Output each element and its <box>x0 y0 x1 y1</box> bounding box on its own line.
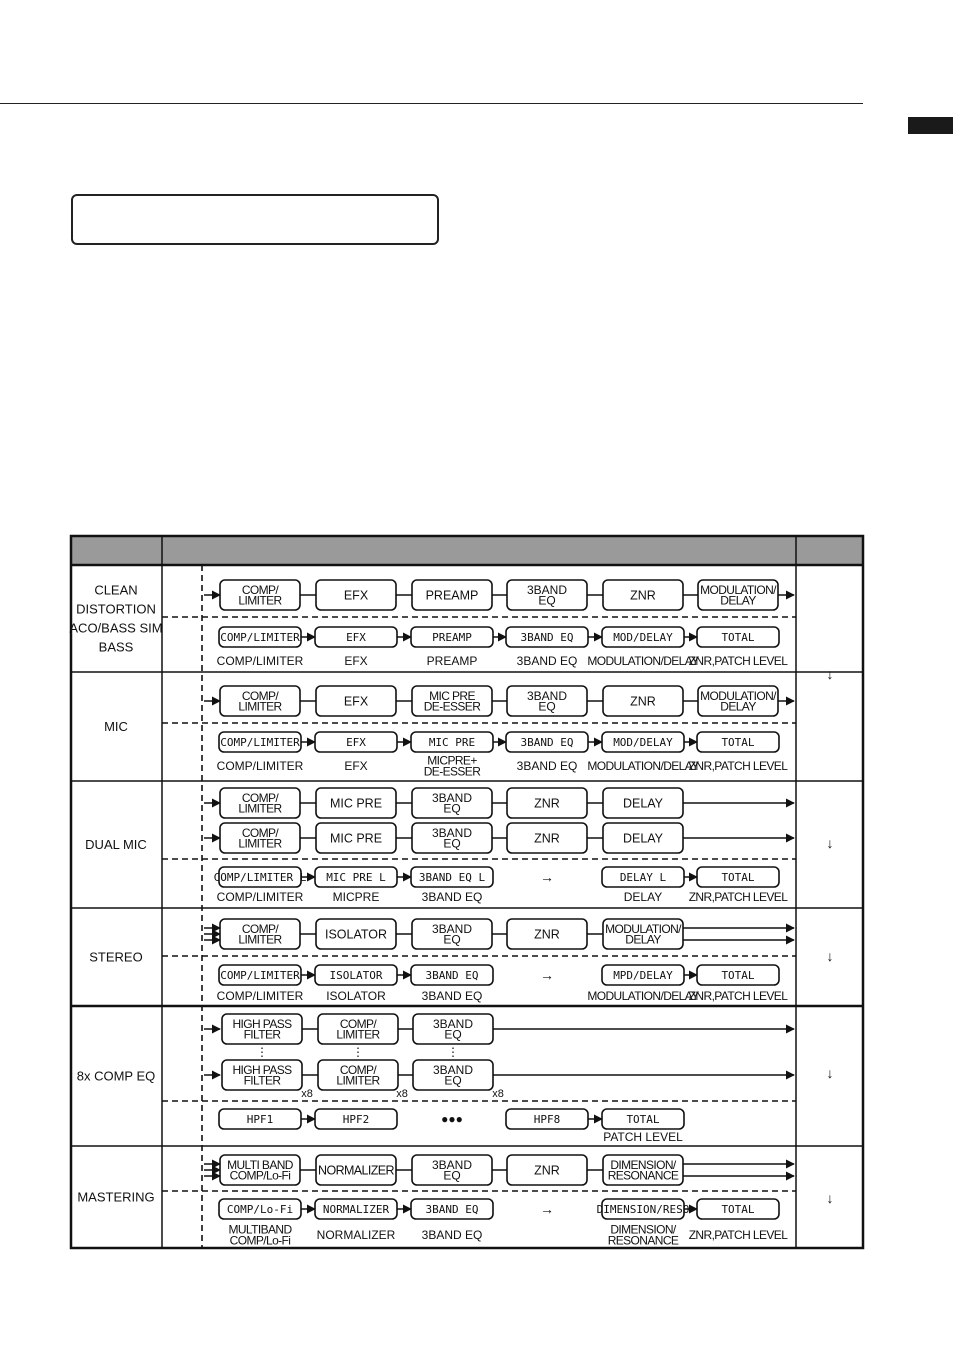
lcd-block-label: 3BAND EQ <box>520 735 574 749</box>
effect-block-label: COMP/ LIMITER <box>238 825 282 851</box>
lcd-caption: 3BAND EQ <box>421 989 483 1004</box>
lcd-caption: 3BAND EQ <box>516 759 578 774</box>
effect-block-label: EFX <box>343 694 369 709</box>
lcd-block-label: 3BAND EQ <box>520 630 574 644</box>
effect-block-label: MODULATION/ DELAY <box>700 688 776 714</box>
lcd-caption: ZNR,PATCH LEVEL <box>688 1228 788 1243</box>
lcd-block-label: 3BAND EQ <box>425 1202 479 1216</box>
lcd-caption: COMP/LIMITER <box>216 654 304 669</box>
lcd-skip-arrow: → <box>540 1200 554 1217</box>
effect-block-label: HIGH PASS FILTER <box>232 1062 292 1088</box>
effect-block-label: 3BAND EQ <box>431 790 473 816</box>
row-indicator-clean: ↓ <box>826 665 834 682</box>
lcd-block-label: 3BAND EQ L <box>418 870 486 884</box>
lcd-block-label: COMP/Lo-Fi <box>226 1202 294 1216</box>
lcd-block-label: EFX <box>346 630 366 644</box>
effect-block-label: ZNR <box>630 694 656 709</box>
effect-block-label: 3BAND EQ <box>431 921 473 947</box>
lcd-block-label: DELAY L <box>619 870 667 884</box>
lcd-block-label: COMP/LIMITER <box>220 968 300 982</box>
lcd-caption: MICPRE <box>332 890 380 905</box>
effect-block-label: 3BAND EQ <box>432 1016 474 1042</box>
ellipsis-vertical: ⋮ <box>352 1045 364 1060</box>
lcd-block-label: MIC PRE <box>428 735 476 749</box>
lcd-skip-arrow: → <box>540 966 554 983</box>
lcd-caption: 3BAND EQ <box>516 654 578 669</box>
row-indicator-stereo: ↓ <box>826 947 834 964</box>
effect-block-label: MODULATION/ DELAY <box>605 921 681 947</box>
effect-block-label: PREAMP <box>425 588 479 603</box>
lcd-block-label: MOD/DELAY <box>613 735 673 749</box>
lcd-block-label: NORMALIZER <box>322 1202 390 1216</box>
lcd-caption: MICPRE+ DE-ESSER <box>423 753 481 779</box>
lcd-block-label: EFX <box>346 735 366 749</box>
effect-block-label: MIC PRE DE-ESSER <box>423 688 481 714</box>
lcd-block-label: TOTAL <box>721 870 755 884</box>
effect-block-label: DELAY <box>622 796 664 811</box>
effect-block-label: 3BAND EQ <box>431 1157 473 1183</box>
lcd-block-label: MIC PRE L <box>326 870 386 884</box>
lcd-caption: ZNR,PATCH LEVEL <box>688 759 788 774</box>
lcd-block-label: HPF1 <box>246 1112 274 1126</box>
effect-block-label: MULTI BAND COMP/Lo-Fi <box>227 1157 293 1183</box>
effect-block-label: DELAY <box>622 831 664 846</box>
row-label-stereo: STEREO <box>89 949 143 965</box>
lcd-caption: ZNR,PATCH LEVEL <box>688 890 788 905</box>
lcd-block-label: MPD/DELAY <box>613 968 673 982</box>
effect-block-label: COMP/ LIMITER <box>336 1062 380 1088</box>
row-indicator-mastering: ↓ <box>826 1189 834 1206</box>
lcd-caption: PREAMP <box>426 654 478 669</box>
lcd-block-label: COMP/LIMITER L <box>213 870 307 884</box>
lcd-caption: ISOLATOR <box>326 989 386 1004</box>
effect-block-label: ZNR <box>534 831 560 846</box>
row-indicator-comp8: ↓ <box>826 1064 834 1081</box>
lcd-caption: 3BAND EQ <box>421 1228 483 1243</box>
effect-block-label: ZNR <box>630 588 656 603</box>
effect-block-label: ZNR <box>534 1163 560 1178</box>
row-indicator-dualmic: ↓ <box>826 834 834 851</box>
lcd-caption: MODULATION/DELAY <box>587 759 699 774</box>
effect-block-label: MIC PRE <box>329 831 383 846</box>
effect-block-label: ISOLATOR <box>324 927 388 942</box>
effect-block-label: MIC PRE <box>329 796 383 811</box>
lcd-caption: COMP/LIMITER <box>216 759 304 774</box>
multiplier-label: x8 <box>492 1087 504 1100</box>
row-label-mic: MIC <box>104 719 128 735</box>
lcd-block-label: TOTAL <box>721 735 755 749</box>
lcd-caption: DIMENSION/ RESONANCE <box>607 1222 679 1248</box>
effect-block-label: NORMALIZER <box>318 1163 394 1178</box>
table-header-bar <box>71 536 863 565</box>
lcd-caption: EFX <box>344 759 368 774</box>
lcd-caption: 3BAND EQ <box>421 890 483 905</box>
effect-block-label: 3BAND EQ <box>431 825 473 851</box>
effect-block-label: 3BAND EQ <box>526 582 568 608</box>
row-label-dualmic: DUAL MIC <box>85 837 147 853</box>
lcd-caption: ZNR,PATCH LEVEL <box>688 654 788 669</box>
lcd-caption: EFX <box>344 654 368 669</box>
lcd-caption: DELAY <box>623 890 663 905</box>
ellipsis-vertical: ⋮ <box>256 1045 268 1060</box>
effect-block-label: 3BAND EQ <box>432 1062 474 1088</box>
row-label-comp8: 8x COMP EQ <box>76 1068 156 1084</box>
effect-block-label: COMP/ LIMITER <box>238 582 282 608</box>
lcd-caption: COMP/LIMITER <box>216 989 304 1004</box>
effect-block-label: COMP/ LIMITER <box>238 790 282 816</box>
lcd-block-label: ISOLATOR <box>329 968 383 982</box>
lcd-caption: COMP/LIMITER <box>216 890 304 905</box>
effect-block-label: COMP/ LIMITER <box>238 921 282 947</box>
effect-block-label: COMP/ LIMITER <box>336 1016 380 1042</box>
lcd-skip-arrow: → <box>540 868 554 885</box>
lcd-block-label: DIMENSION/RESO <box>596 1202 690 1216</box>
lcd-block-label: PREAMP <box>432 630 472 644</box>
effect-block-label: 3BAND EQ <box>526 688 568 714</box>
lcd-block-label: HPF2 <box>342 1112 370 1126</box>
lcd-caption: ZNR,PATCH LEVEL <box>688 989 788 1004</box>
lcd-ellipsis: ●●● <box>441 1112 463 1127</box>
lcd-caption: MODULATION/DELAY <box>587 654 699 669</box>
lcd-block-label: 3BAND EQ <box>425 968 479 982</box>
lcd-caption: NORMALIZER <box>316 1228 396 1243</box>
lcd-block-label: TOTAL <box>626 1112 660 1126</box>
lcd-caption: MULTIBAND COMP/Lo-Fi <box>228 1222 292 1248</box>
lcd-block-label: COMP/LIMITER <box>220 630 300 644</box>
lcd-block-label: TOTAL <box>721 1202 755 1216</box>
lcd-block-label: MOD/DELAY <box>613 630 673 644</box>
multiplier-label: x8 <box>396 1087 408 1100</box>
lcd-block-label: COMP/LIMITER <box>220 735 300 749</box>
effect-block-label: ZNR <box>534 796 560 811</box>
effect-block-label: COMP/ LIMITER <box>238 688 282 714</box>
row-label-mastering: MASTERING <box>77 1189 155 1205</box>
effect-block-label: EFX <box>343 588 369 603</box>
lcd-caption: MODULATION/DELAY <box>587 989 699 1004</box>
ellipsis-vertical: ⋮ <box>447 1045 459 1060</box>
lcd-block-label: TOTAL <box>721 630 755 644</box>
effect-block-label: MODULATION/ DELAY <box>700 582 776 608</box>
lcd-block-label: TOTAL <box>721 968 755 982</box>
lcd-caption: PATCH LEVEL <box>603 1130 683 1145</box>
row-label-clean: CLEAN DISTORTION ACO/BASS SIM BASS <box>69 582 163 655</box>
effect-block-label: ZNR <box>534 927 560 942</box>
effect-block-label: HIGH PASS FILTER <box>232 1016 292 1042</box>
effect-block-label: DIMENSION/ RESONANCE <box>607 1157 679 1183</box>
lcd-block-label: HPF8 <box>533 1112 561 1126</box>
multiplier-label: x8 <box>301 1087 313 1100</box>
